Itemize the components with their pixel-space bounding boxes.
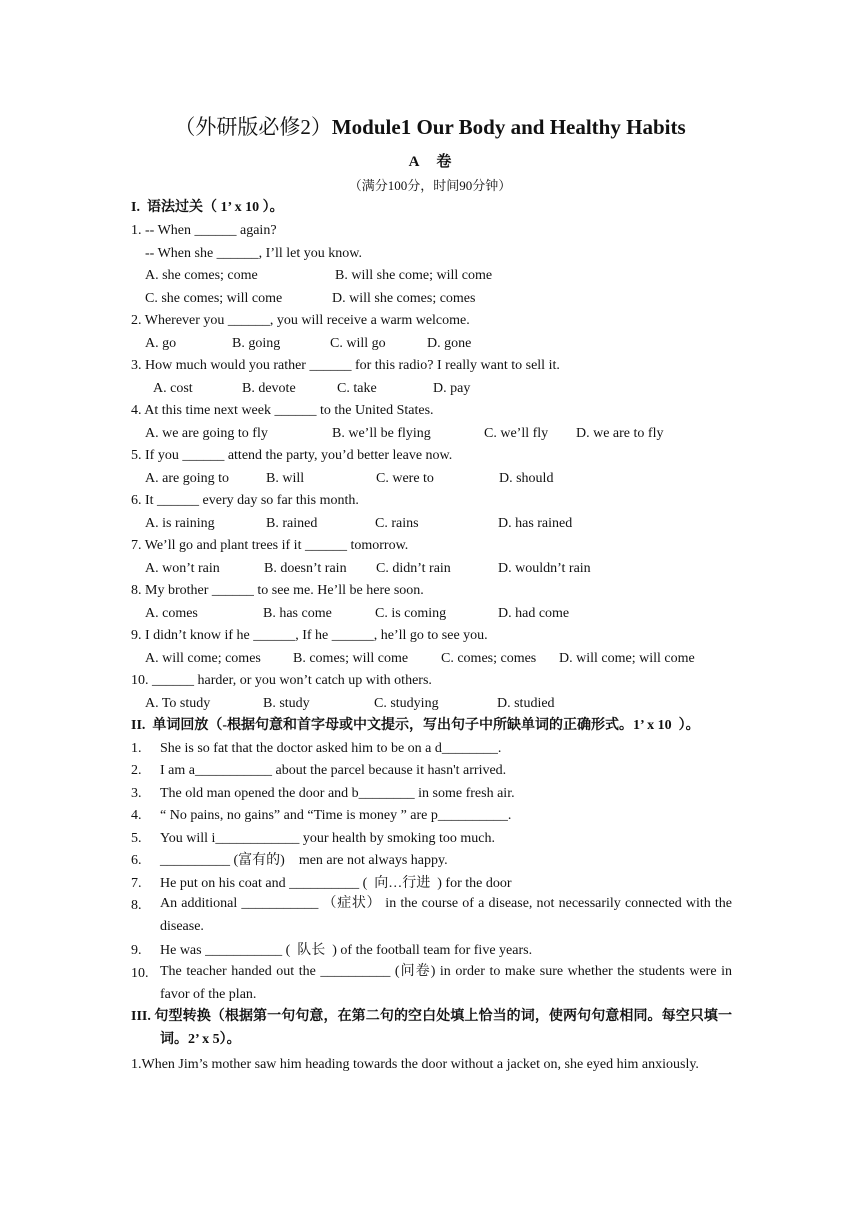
option-d: D. studied bbox=[497, 696, 555, 711]
option-d: D. had come bbox=[498, 606, 570, 621]
option-b: B. devote bbox=[242, 381, 296, 396]
fill-in-item: You will i____________ your health by smoking too much. bbox=[160, 831, 495, 846]
option-c: C. is coming bbox=[375, 606, 447, 621]
question-stem: 3. How much would you rather ______ for this radio? I really want to sell it. bbox=[131, 358, 560, 373]
exam-title bbox=[0, 113, 860, 141]
option-d: D. wouldn’t rain bbox=[498, 561, 591, 576]
transformation-item: 1.When Jim’s mother saw him heading towards the door without a jacket on, she eyed him anxiously. bbox=[131, 1057, 699, 1072]
score-time-note: （满分100分，时间90分钟） bbox=[348, 178, 512, 193]
item-number: 3. bbox=[131, 786, 142, 801]
option-a: A. are going to bbox=[145, 471, 229, 486]
fill-in-item: __________ (富有的) men are not always happy. bbox=[160, 853, 448, 868]
fill-in-item: An additional ___________ （症状） in the course of a disease, not necessarily connected with the disease. bbox=[160, 896, 732, 934]
option-b: B. comes; will come bbox=[293, 651, 409, 666]
question-stem: 4. At this time next week ______ to the United States. bbox=[131, 403, 434, 418]
question-stem: 2. Wherever you ______, you will receive a warm welcome. bbox=[131, 313, 470, 328]
option-a: A. To study bbox=[145, 696, 211, 711]
option-d: D. pay bbox=[433, 381, 471, 396]
option-d: D. will come; will come bbox=[559, 651, 695, 666]
option-c: C. will go bbox=[330, 336, 386, 351]
fill-in-item: He put on his coat and __________ ( 向…行进 ) for the door bbox=[160, 876, 512, 891]
section-3-heading: III. 句型转换（根据第一句句意，在第二句的空白处填上恰当的词，使两句句意相同。每空只填一词。2’ x 5）。 bbox=[131, 1009, 732, 1047]
option-c: C. didn’t rain bbox=[376, 561, 451, 576]
item-number: 5. bbox=[131, 831, 142, 846]
fill-in-item: He was ___________ ( 队长 ) of the football team for five years. bbox=[160, 943, 533, 958]
option-b: B. rained bbox=[266, 516, 318, 531]
option-c: C. she comes; will come bbox=[145, 291, 283, 306]
question-stem: 6. It ______ every day so far this month. bbox=[131, 493, 359, 508]
option-a: A. she comes; come bbox=[145, 268, 258, 283]
question-stem: 10. ______ harder, or you won’t catch up with others. bbox=[131, 673, 432, 688]
option-d: D. will she comes; comes bbox=[332, 291, 476, 306]
question-stem: 9. I didn’t know if he ______, If he ______, he’ll go to see you. bbox=[131, 628, 488, 643]
item-number: 10. bbox=[131, 966, 149, 981]
option-c: C. take bbox=[337, 381, 377, 396]
option-b: B. will bbox=[266, 471, 305, 486]
option-d: D. gone bbox=[427, 336, 472, 351]
item-number: 7. bbox=[131, 876, 142, 891]
option-a: A. we are going to fly bbox=[145, 426, 268, 441]
option-d: D. should bbox=[499, 471, 554, 486]
option-a: A. go bbox=[145, 336, 177, 351]
question-stem: 1. -- When ______ again? bbox=[131, 223, 277, 238]
option-c: C. were to bbox=[376, 471, 434, 486]
option-a: A. will come; comes bbox=[145, 651, 261, 666]
item-number: 9. bbox=[131, 943, 142, 958]
title-source: （外研版必修2） bbox=[174, 115, 332, 139]
option-a: A. won’t rain bbox=[145, 561, 220, 576]
option-c: C. comes; comes bbox=[441, 651, 537, 666]
option-d: D. has rained bbox=[498, 516, 573, 531]
item-number: 4. bbox=[131, 808, 142, 823]
question-stem-2: -- When she ______, I’ll let you know. bbox=[145, 246, 362, 261]
item-number: 8. bbox=[131, 898, 142, 913]
fill-in-item: The teacher handed out the __________ (问卷) in order to make sure whether the students were in favor of the plan. bbox=[160, 964, 732, 1002]
fill-in-item: “ No pains, no gains” and “Time is money ” are p__________. bbox=[160, 808, 512, 823]
item-number: 1. bbox=[131, 741, 142, 756]
option-a: A. comes bbox=[145, 606, 198, 621]
option-c: C. we’ll fly bbox=[484, 426, 549, 441]
item-number: 6. bbox=[131, 853, 142, 868]
question-stem: 8. My brother ______ to see me. He’ll be here soon. bbox=[131, 583, 424, 598]
section-1-heading: I. 语法过关（ 1’ x 10 ）。 bbox=[131, 200, 284, 215]
title-module: Module1 Our Body and Healthy Habits bbox=[331, 115, 686, 139]
fill-in-item: The old man opened the door and b________ in some fresh air. bbox=[160, 786, 515, 801]
option-b: B. has come bbox=[263, 606, 332, 621]
section-2-heading: II. 单词回放（-根据句意和首字母或中文提示，写出句子中所缺单词的正确形式。1’ x 10 ）。 bbox=[131, 718, 700, 733]
question-stem: 7. We’ll go and plant trees if it ______ tomorrow. bbox=[131, 538, 409, 553]
option-d: D. we are to fly bbox=[576, 426, 664, 441]
option-b: B. will she come; will come bbox=[335, 268, 493, 283]
option-a: A. is raining bbox=[145, 516, 215, 531]
option-c: C. rains bbox=[375, 516, 419, 531]
option-a: A. cost bbox=[153, 381, 193, 396]
option-b: B. study bbox=[263, 696, 310, 711]
option-b: B. going bbox=[232, 336, 281, 351]
fill-in-item: I am a___________ about the parcel because it hasn't arrived. bbox=[160, 763, 507, 778]
option-b: B. doesn’t rain bbox=[264, 561, 347, 576]
fill-in-item: She is so fat that the doctor asked him to be on a d________. bbox=[160, 741, 502, 756]
option-c: C. studying bbox=[374, 696, 439, 711]
paper-label: A 卷 bbox=[408, 154, 452, 170]
question-stem: 5. If you ______ attend the party, you’d better leave now. bbox=[131, 448, 453, 463]
option-b: B. we’ll be flying bbox=[332, 426, 431, 441]
item-number: 2. bbox=[131, 763, 142, 778]
